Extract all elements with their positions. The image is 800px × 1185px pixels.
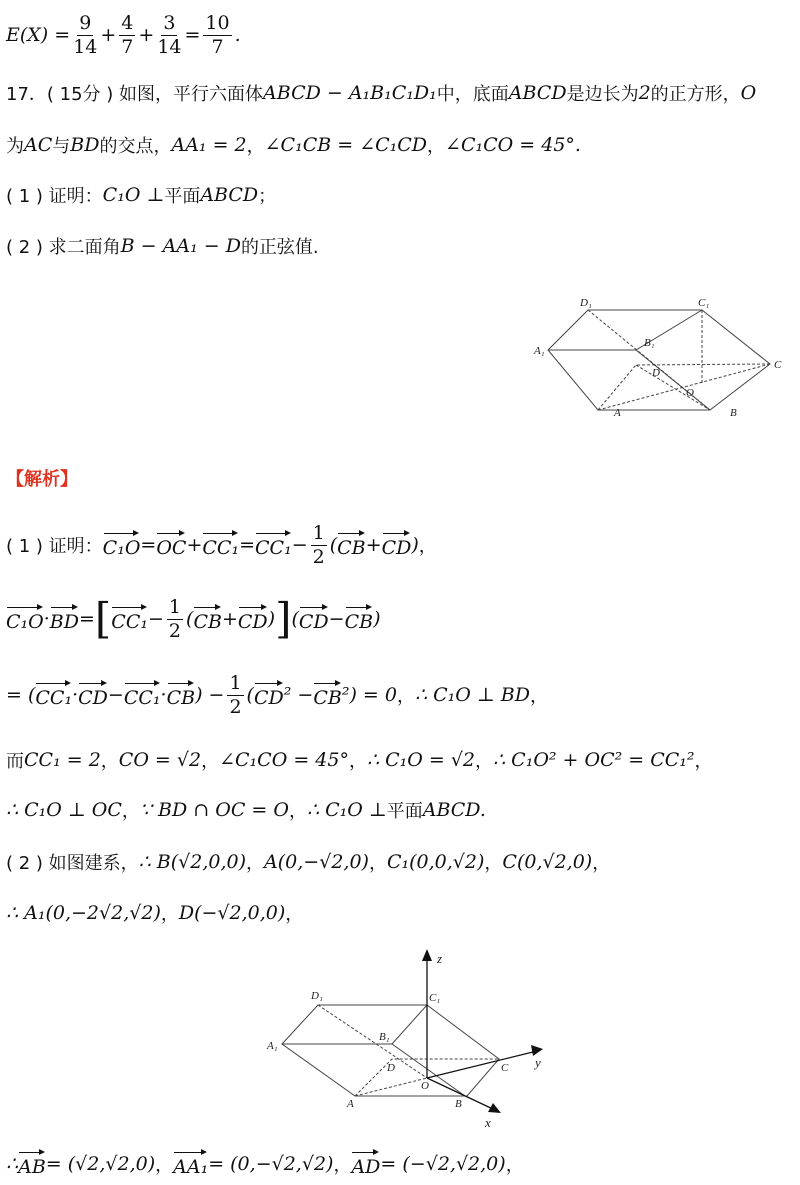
chinese-text: ，	[592, 853, 611, 874]
chinese-text: ，	[418, 536, 437, 558]
math-text: ·	[43, 608, 50, 631]
text-line	[6, 849, 610, 875]
math-text: (	[186, 608, 194, 631]
chinese-text: ，	[285, 904, 304, 925]
numerator: 1	[312, 522, 325, 544]
label-O: O	[421, 1080, 429, 1092]
chinese-text: ，	[475, 751, 494, 772]
math-text: ∴ C₁O = √2	[366, 749, 476, 771]
math-text: CC₁ = 2	[24, 749, 101, 771]
vector: CD	[238, 605, 268, 633]
label-B: B	[730, 407, 737, 419]
label-A1: A₁	[267, 1040, 278, 1052]
vector: CD	[382, 531, 412, 559]
vector: CB	[313, 681, 342, 709]
numerator: 10	[205, 12, 230, 34]
numerator: 9	[79, 12, 92, 34]
label-A1: A₁	[534, 345, 545, 357]
math-text: −	[291, 534, 308, 557]
bracket: ]	[275, 594, 292, 644]
vector: AB	[18, 1150, 46, 1178]
label-B1: B₁	[644, 337, 655, 349]
chinese-text: ( 2 ) 如图建系，	[6, 853, 139, 874]
math-text: ABCD	[200, 184, 259, 206]
chinese-text: 是边长为	[566, 84, 639, 105]
denominator: 2	[312, 545, 325, 568]
math-text: C(0,√2,0)	[502, 851, 593, 873]
chinese-text: ，	[396, 686, 415, 708]
chinese-text: ，	[246, 136, 265, 157]
math-text: ·	[160, 684, 167, 707]
math-text: BD	[70, 134, 100, 156]
label-z: z	[437, 951, 443, 966]
fraction	[157, 12, 181, 59]
math-text: ∠C₁CO = 45°	[219, 749, 349, 771]
math-text: (	[291, 608, 299, 631]
label-C1: C₁	[429, 992, 441, 1004]
vector: BD	[50, 605, 79, 633]
math-text: D(−√2,0,0)	[178, 902, 286, 924]
fraction	[73, 12, 97, 59]
math-text: ∴ A₁(0,−2√2,√2)	[6, 902, 161, 924]
fraction	[203, 12, 231, 59]
text-line	[6, 672, 548, 719]
label-C: C	[774, 359, 782, 371]
math-text: C₁(0,0,√2)	[386, 851, 485, 873]
chinese-text: 中，底面	[436, 84, 509, 105]
math-text: 2	[638, 82, 651, 104]
vector: CB	[345, 605, 374, 633]
chinese-text: 平面	[164, 186, 201, 207]
math-text: −	[148, 608, 164, 631]
chinese-text: 的交点，	[99, 136, 172, 157]
chinese-text: ，	[121, 801, 140, 822]
vector: C₁O	[103, 531, 141, 559]
chinese-text: ，	[529, 686, 548, 708]
numerator: 4	[121, 12, 134, 34]
text-line	[6, 797, 486, 823]
math-text: = (	[6, 684, 36, 707]
vector: CB	[337, 531, 366, 559]
chinese-text: ，	[427, 136, 446, 157]
math-text: =	[140, 534, 157, 557]
math-text: +	[186, 534, 203, 557]
denominator: 14	[157, 35, 182, 58]
text-line	[6, 12, 241, 59]
math-text: = (−√2,√2,0)	[380, 1153, 506, 1175]
chinese-text: ，	[694, 751, 713, 772]
label-D1: D₁	[311, 990, 323, 1002]
math-text: )	[373, 608, 381, 631]
fraction	[167, 596, 183, 643]
label-C: C	[501, 1062, 509, 1074]
math-text: )	[411, 534, 419, 557]
text-line	[6, 80, 756, 106]
chinese-text: 为	[6, 136, 24, 157]
math-text: +	[100, 24, 117, 47]
math-text: AA₁ = 2	[171, 134, 247, 156]
vector: CC₁	[111, 605, 148, 633]
vector: CC₁	[202, 531, 239, 559]
chinese-text: ，	[368, 853, 387, 874]
label-B1: B₁	[379, 1031, 390, 1043]
math-text: ²) = 0	[341, 684, 397, 707]
math-text: =	[239, 534, 255, 557]
chinese-text: 而	[6, 751, 24, 772]
math-text: ² −	[283, 684, 314, 707]
chinese-text: ；	[258, 186, 277, 207]
chinese-text: ( 2 ) 求二面角	[6, 237, 121, 258]
text-line	[6, 900, 303, 926]
math-text: ∵ BD ∩ OC = O	[139, 799, 289, 821]
math-text: ·	[72, 684, 79, 707]
section-heading: 【解析】	[6, 469, 78, 490]
math-text: ABCD.	[422, 799, 486, 821]
text-line	[6, 465, 78, 491]
math-text: = (0,−√2,√2)	[208, 1153, 334, 1175]
math-text: +	[365, 534, 382, 557]
vector: AD	[351, 1150, 380, 1178]
math-text: )	[267, 608, 276, 631]
vector: CB	[167, 681, 196, 709]
label-D1: D₁	[580, 297, 592, 309]
math-text: O	[740, 82, 757, 104]
chinese-text: ，	[160, 904, 179, 925]
math-text: ABCD − A₁B₁C₁D₁	[263, 82, 437, 104]
denominator: 7	[211, 35, 224, 58]
math-text: .	[234, 24, 241, 47]
vector: CC₁	[35, 681, 72, 709]
math-text: +	[221, 608, 238, 631]
label-D: D	[387, 1062, 395, 1074]
vector: C₁O	[6, 605, 44, 633]
fraction	[227, 672, 243, 719]
bracket: [	[94, 594, 112, 644]
text-line	[6, 182, 276, 208]
label-O: O	[686, 387, 694, 399]
math-text: +	[138, 24, 155, 47]
math-text: ∴ C₁O² + OC² = CC₁²	[493, 749, 695, 771]
chinese-text: ，	[484, 853, 503, 874]
numerator: 1	[168, 596, 182, 618]
denominator: 14	[73, 35, 98, 58]
math-text: A(0,−√2,0)	[264, 851, 369, 873]
figure-parallelepiped	[530, 292, 790, 427]
vector: CB	[193, 605, 222, 633]
label-D: D	[652, 367, 660, 379]
chinese-text: ，	[201, 751, 220, 772]
label-C1: C₁	[698, 297, 710, 309]
chinese-text: ，	[246, 853, 265, 874]
text-line	[6, 596, 381, 643]
vector: CC₁	[255, 531, 292, 559]
chinese-text: 17．( 15分 ) 如图，平行六面体	[6, 84, 264, 105]
label-A: A	[614, 407, 621, 419]
math-text: (	[329, 534, 338, 557]
vector: OC	[156, 531, 186, 559]
text-line	[6, 132, 581, 158]
numerator: 1	[229, 672, 242, 694]
math-text: ) −	[195, 684, 225, 707]
math-text: =	[78, 608, 95, 631]
chinese-text: ，	[288, 801, 307, 822]
math-text: ∠C₁CO = 45°.	[445, 134, 581, 156]
math-text: ∴ B(√2,0,0)	[138, 851, 247, 873]
math-text: CO = √2	[118, 749, 202, 771]
chinese-text: 平面	[386, 801, 423, 822]
vector: CD	[254, 681, 284, 709]
chinese-text: ，	[333, 1155, 352, 1176]
math-text: ∴	[6, 1153, 19, 1175]
math-text: E(X) =	[6, 24, 71, 47]
math-text: =	[184, 24, 201, 47]
vector: CD	[78, 681, 108, 709]
math-text: ∴ C₁O ⊥ OC	[6, 799, 122, 821]
denominator: 7	[121, 35, 134, 58]
chinese-text: ，	[505, 1155, 524, 1176]
math-text: (	[246, 684, 254, 707]
fraction	[119, 12, 135, 59]
math-text: ABCD	[508, 82, 567, 104]
chinese-text: 的正方形，	[650, 84, 741, 105]
text-line	[6, 1150, 524, 1178]
chinese-text: ，	[348, 751, 367, 772]
label-B: B	[455, 1098, 462, 1110]
math-text: −	[107, 684, 124, 707]
label-x: x	[485, 1115, 491, 1130]
math-text: = (√2,√2,0)	[45, 1153, 156, 1175]
chinese-text: ( 1 ) 证明：	[6, 186, 103, 207]
math-text: B − AA₁ − D	[120, 235, 241, 257]
math-text: −	[328, 608, 345, 631]
label-A: A	[347, 1098, 354, 1110]
vector: CC₁	[124, 681, 161, 709]
chinese-text: 的正弦值.	[240, 237, 319, 258]
vector: CD	[299, 605, 329, 633]
math-text: AC	[24, 134, 53, 156]
math-text: ∴ C₁O ⊥	[306, 799, 387, 821]
figure-coordinate-system	[255, 945, 565, 1130]
chinese-text: ，	[100, 751, 119, 772]
math-text: ∠C₁CB = ∠C₁CD	[264, 134, 428, 156]
label-y: y	[535, 1055, 541, 1070]
math-text: ∴ C₁O ⊥ BD	[414, 684, 530, 707]
text-line	[6, 747, 713, 773]
chinese-text: ，	[155, 1155, 174, 1176]
text-line	[6, 233, 319, 259]
numerator: 3	[163, 12, 176, 34]
denominator: 2	[229, 695, 242, 718]
fraction	[311, 522, 327, 569]
vector: AA₁	[173, 1150, 208, 1178]
denominator: 2	[168, 619, 182, 642]
chinese-text: ( 1 ) 证明：	[6, 536, 103, 558]
z-axis-arrow-icon	[422, 949, 432, 961]
math-text: C₁O ⊥	[102, 184, 165, 206]
text-line	[6, 522, 437, 569]
chinese-text: 与	[52, 136, 71, 157]
